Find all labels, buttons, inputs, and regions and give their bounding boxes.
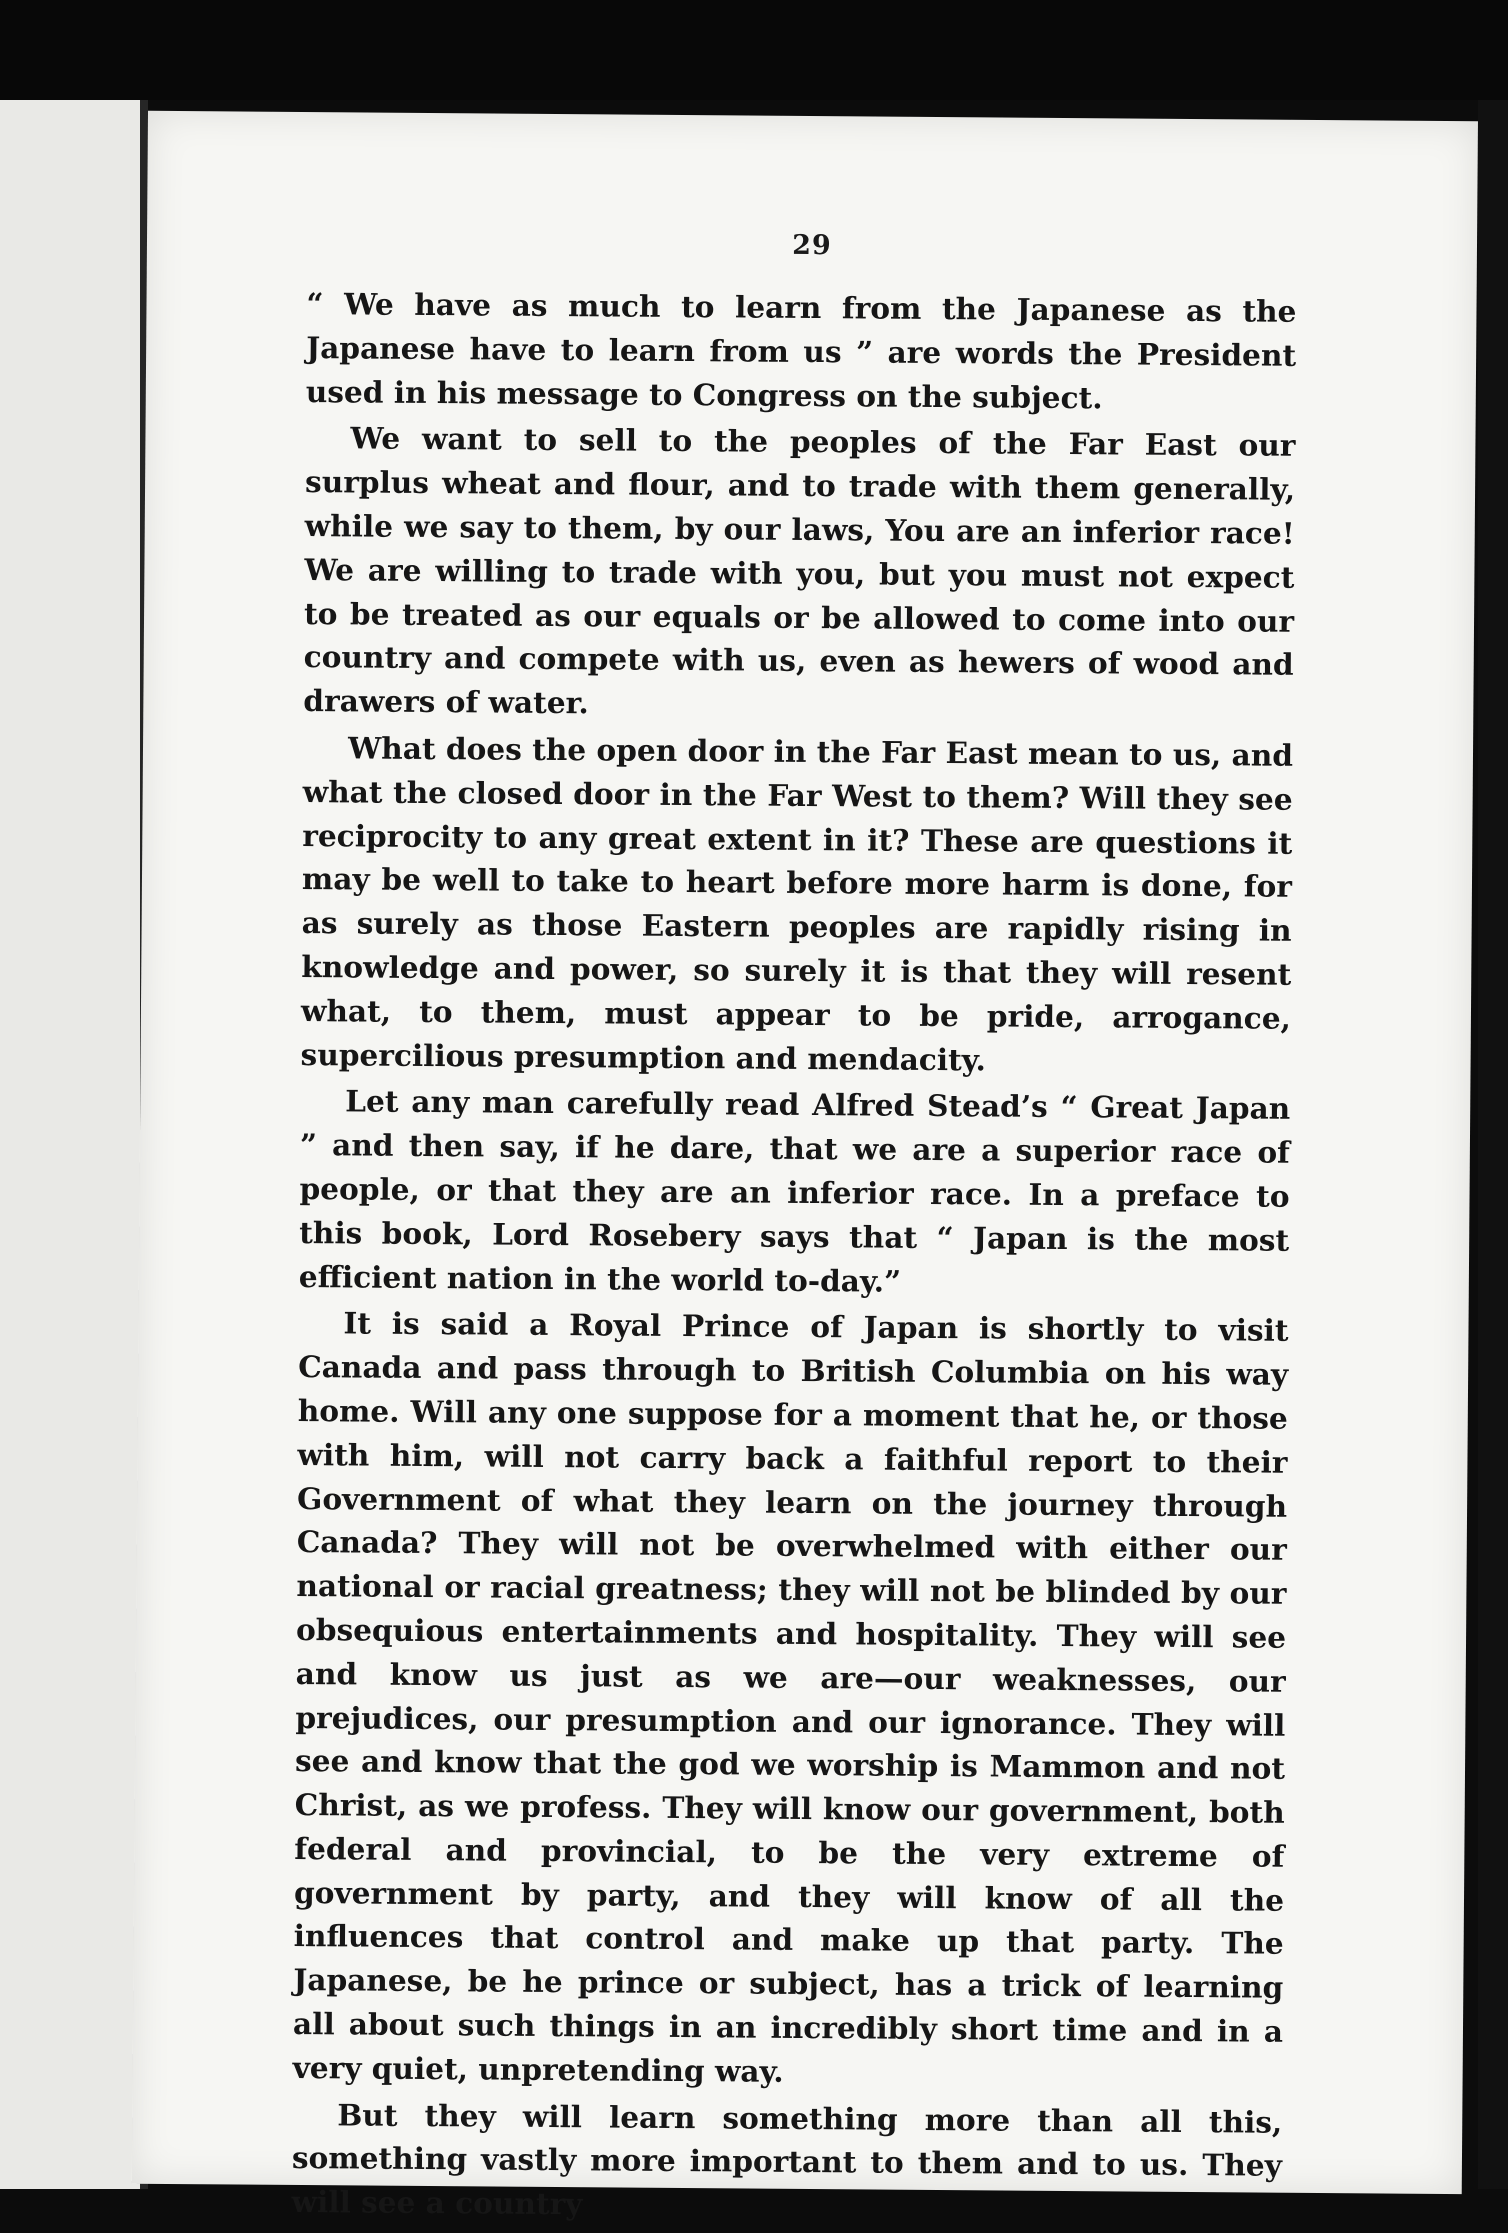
scan-right-margin bbox=[1478, 100, 1508, 2189]
page-number: 29 bbox=[792, 229, 832, 262]
paragraph: “ We have as much to learn from the Japanese as the Japanese have to learn from us ” are words the President used in his message to Congress on the subject. bbox=[305, 286, 1297, 415]
previous-page-edge bbox=[0, 100, 140, 2189]
paragraph: It is said a Royal Prince of Japan is shortly to visit Canada and pass through to British Columbia on his way home. Will any one suppose for a moment that he, or those with him, will not carry back a faithful report to their Government of what they learn on the journey through Canada? They will not be overwhelmed with either our national or racial greatness; they will not be blinded by our obsequious entertainments and hospitality. They will see and know us just as we are—our weaknesses, our prejudices, our presumption and our ignorance. They will see and know that the god we worship is Mammon and not Christ, as we profess. They will know our government, both federal and provincial, to be the very extreme of government by party, and they will know of all the influences that control and make up that party. The Japanese, be he prince or subject, has a trick of learning all about such things in an incredibly short time and in a very quiet, unpretending way. bbox=[292, 1305, 1289, 2089]
book-page bbox=[132, 111, 1478, 2222]
page-text bbox=[291, 282, 1296, 2232]
paragraph: Let any man carefully read Alfred Stead’s “ Great Japan ” and then say, if he dare, that we are a superior race of people, or that they are an inferior race. In a preface to this book, Lord Rosebery says that “ Japan is the most efficient nation in the world to-day.” bbox=[298, 1083, 1291, 1299]
scan-top-margin bbox=[0, 0, 1508, 100]
paragraph: We want to sell to the peoples of the Far East our surplus wheat and flour, and to trade with them generally, while we say to them, by our laws, You are an inferior race! We are willing to trade with you, but you must not expect to be treated as our equals or be allowed to come into our country and compete with us, even as hewers of wood and drawers of water. bbox=[303, 420, 1296, 721]
paragraph: But they will learn something more than all this, something vastly more important to them and to us. They will see a country bbox=[291, 2096, 1283, 2222]
paragraph: What does the open door in the Far East mean to us, and what the closed door in the Far West to them? Will they see reciprocity to any great extent in it? These are questions it may be well to take to heart before more harm is done, for as surely as those Eastern peoples are rapidly rising in knowledge and power, so surely it is that they will resent what, to them, must appear to be pride, arrogance, supercilious presumption and mendacity. bbox=[300, 730, 1294, 1077]
